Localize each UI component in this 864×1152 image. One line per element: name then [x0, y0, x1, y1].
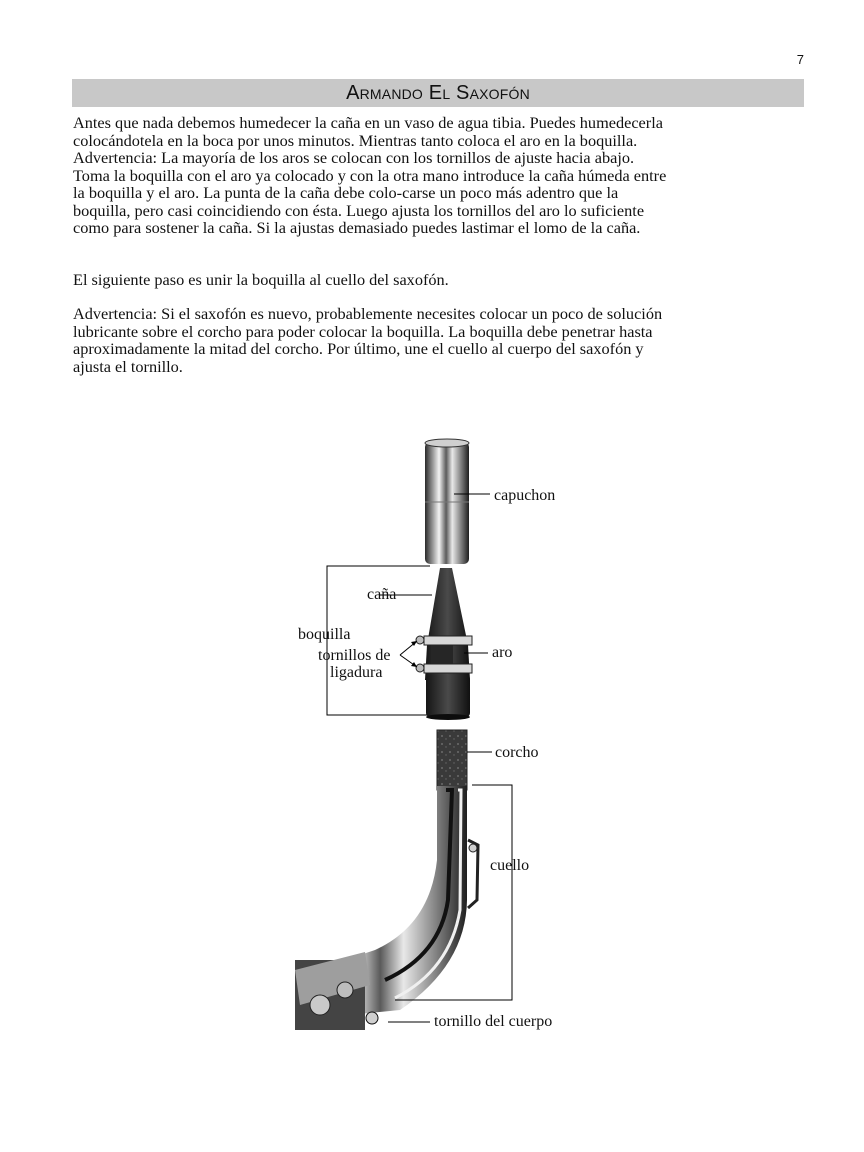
label-corcho: corcho	[495, 744, 539, 761]
paragraph-2: El siguiente paso es unir la boquilla al cuello del saxofón.	[73, 270, 449, 289]
cork-part	[437, 730, 467, 790]
saxophone-parts-illustration	[280, 430, 600, 1040]
label-capuchon: capuchon	[494, 487, 556, 504]
label-cuello: cuello	[490, 857, 530, 874]
saxophone-assembly-figure	[280, 430, 600, 1040]
label-boquilla: boquilla	[298, 626, 351, 643]
label-tornillo-cuerpo: tornillo del cuerpo	[434, 1013, 553, 1030]
section-title-bar	[72, 79, 804, 107]
paragraph-1: Antes que nada debemos humedecer la caña en un vaso de agua tibia. Puedes humedecerla colocándotela en la boca por unos minutos. Mientras tanto coloca el aro en la boquilla. Advertencia: La mayoría de los aros se colocan con los tornillos de ajuste hacia abajo. Toma la boquilla con el aro ya colocado y con la otra mano introduce la caña húmeda entre la boquilla y el aro. La punta de la caña debe colo-carse un poco más adentro que la boquilla, pero casi coincidiendo con ésta. Luego ajusta los tornillos del aro lo suficiente como para sostener la caña. Si la ajustas demasiado puedes lastimar el lomo de la caña.	[73, 113, 667, 237]
label-tornillos-line1: tornillos de	[318, 647, 391, 664]
label-aro: aro	[492, 644, 513, 661]
paragraph-3: Advertencia: Si el saxofón es nuevo, probablemente necesites colocar un poco de solución lubricante sobre el corcho para poder colocar la boquilla. La boquilla debe penetrar hasta aproximadamente la mitad del corcho. Por último, une el cuello al cuerpo del saxofón y ajusta el tornillo.	[73, 304, 663, 376]
label-cana: caña	[367, 586, 397, 603]
page-number: 7	[796, 52, 804, 67]
cap-part	[425, 439, 469, 564]
label-tornillos-line2: ligadura	[330, 664, 383, 681]
section-title: Armando El Saxofón	[346, 81, 530, 104]
